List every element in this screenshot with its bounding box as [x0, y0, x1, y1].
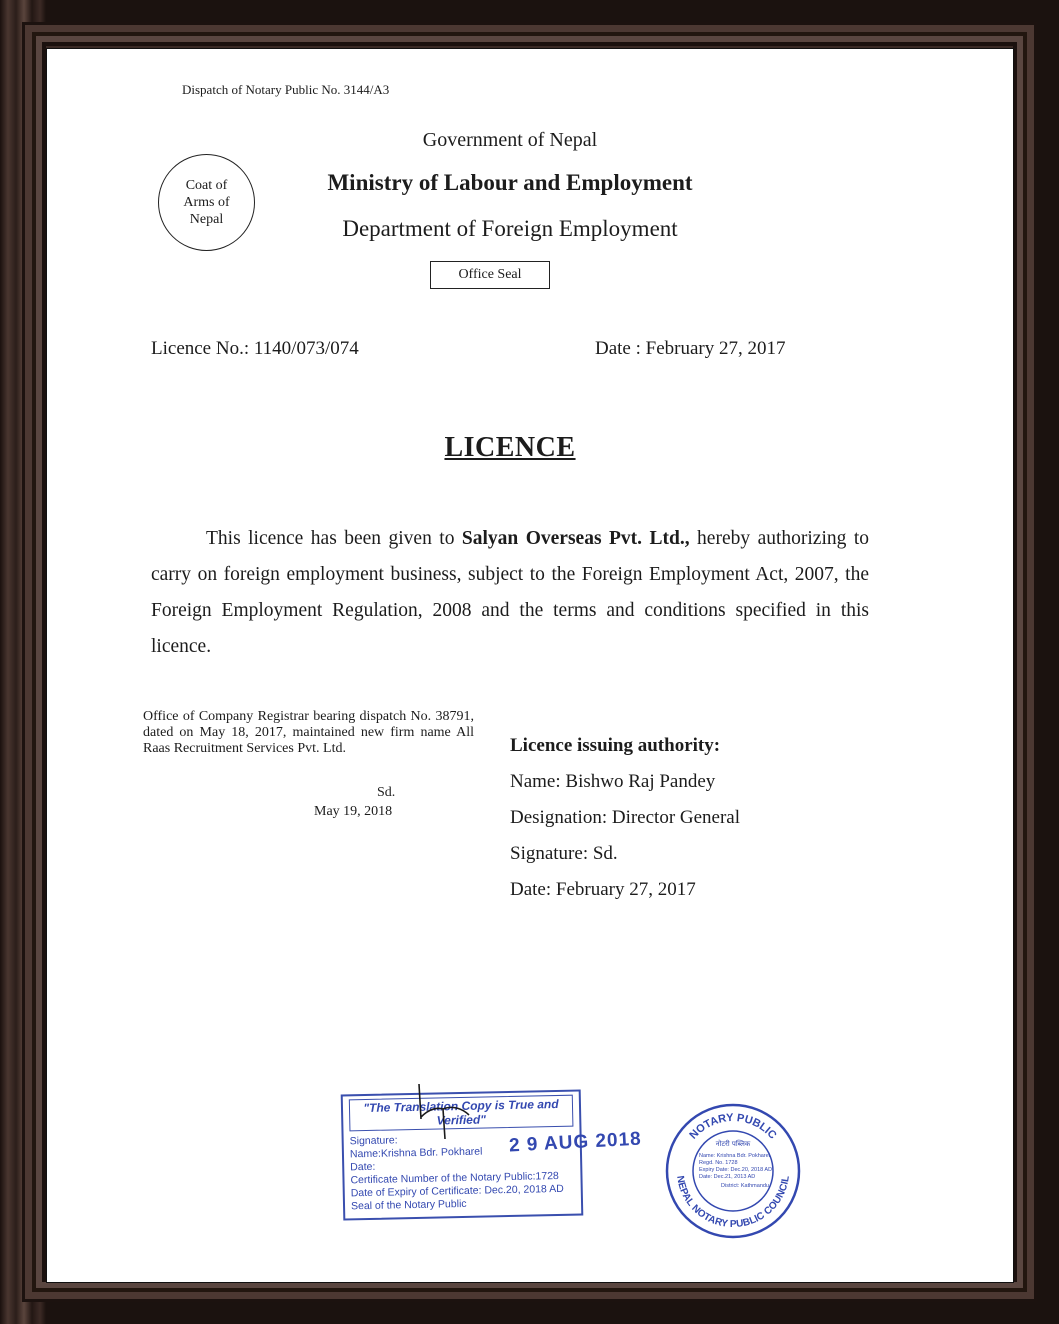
registrar-note-date: May 19, 2018 [314, 804, 393, 819]
seal-date: Date: Dec.21, 2013 AD [699, 1174, 756, 1180]
authority-name: Name: Bishwo Raj Pandey [510, 771, 716, 792]
office-seal-label: Office Seal [458, 267, 522, 282]
authority-heading: Licence issuing authority: [510, 735, 721, 756]
stamp-expiry: Date of Expiry of Certificate: Dec.20, 2018 AD [350, 1182, 564, 1200]
government-heading: Government of Nepal [422, 129, 598, 151]
seal-district: District: Kathmandu [721, 1183, 769, 1189]
licence-number: Licence No.: 1140/073/074 [151, 338, 359, 359]
notary-public-seal [663, 1101, 803, 1241]
stamp-certificate-number: Certificate Number of the Notary Public:1728 [350, 1169, 559, 1187]
licence-body [151, 521, 869, 665]
company-name: Salyan Overseas Pvt. Ltd., [461, 528, 690, 549]
stamp-title: "The Translation Copy is True and Verified" [349, 1095, 574, 1132]
coat-of-arms-label: Coat of Arms of Nepal [183, 178, 230, 227]
office-seal-box [430, 261, 550, 289]
stamp-signature-label: Signature: [349, 1134, 398, 1148]
body-rest: hereby authorizing to carry on foreign employment business, subject to the Foreign Employment Act, 2007, the Foreign Employment Regulation, 2008 and the terms and conditions specified in this licence. [151, 528, 869, 657]
stamp-seal-label: Seal of the Notary Public [350, 1197, 467, 1213]
issue-date: Date : February 27, 2017 [595, 338, 786, 359]
body-intro: This licence has been given to [206, 528, 462, 549]
stamp-date-label: Date: [350, 1160, 376, 1174]
seal-nepali-text: नोटरी पब्लिक [715, 1140, 751, 1148]
authority-designation: Designation: Director General [510, 807, 741, 828]
document-title: LICENCE [444, 432, 576, 463]
seal-name: Name: Krishna Bdr. Pokharel [699, 1153, 770, 1159]
seal-regd: Regd. No. 1728 [699, 1160, 738, 1166]
stamp-date-value: 2 9 AUG 2018 [508, 1128, 643, 1157]
authority-signature: Signature: Sd. [510, 843, 618, 864]
svg-text:NOTARY PUBLIC [687, 1112, 778, 1142]
seal-expiry: Expiry Date: Dec.20, 2018 AD [699, 1167, 773, 1173]
registrar-note: Office of Company Registrar bearing dispatch No. 38791, dated on May 18, 2017, maintained new firm name All Raas Recruitment Services Pvt. Ltd. [143, 709, 474, 756]
seal-top-arc-text: NOTARY PUBLIC [687, 1111, 779, 1142]
dispatch-number: Dispatch of Notary Public No. 3144/A3 [182, 82, 390, 97]
registrar-note-signature: Sd. [377, 785, 396, 800]
stamp-name: Name:Krishna Bdr. Pokharel [349, 1145, 483, 1161]
department-heading: Department of Foreign Employment [342, 216, 678, 241]
authority-date: Date: February 27, 2017 [510, 879, 696, 900]
handwritten-signature [407, 1079, 487, 1159]
licence-document [47, 49, 1013, 1282]
seal-bottom-arc-text: NEPAL NOTARY PUBLIC COUNCIL [674, 1174, 792, 1231]
ministry-heading: Ministry of Labour and Employment [327, 170, 693, 195]
